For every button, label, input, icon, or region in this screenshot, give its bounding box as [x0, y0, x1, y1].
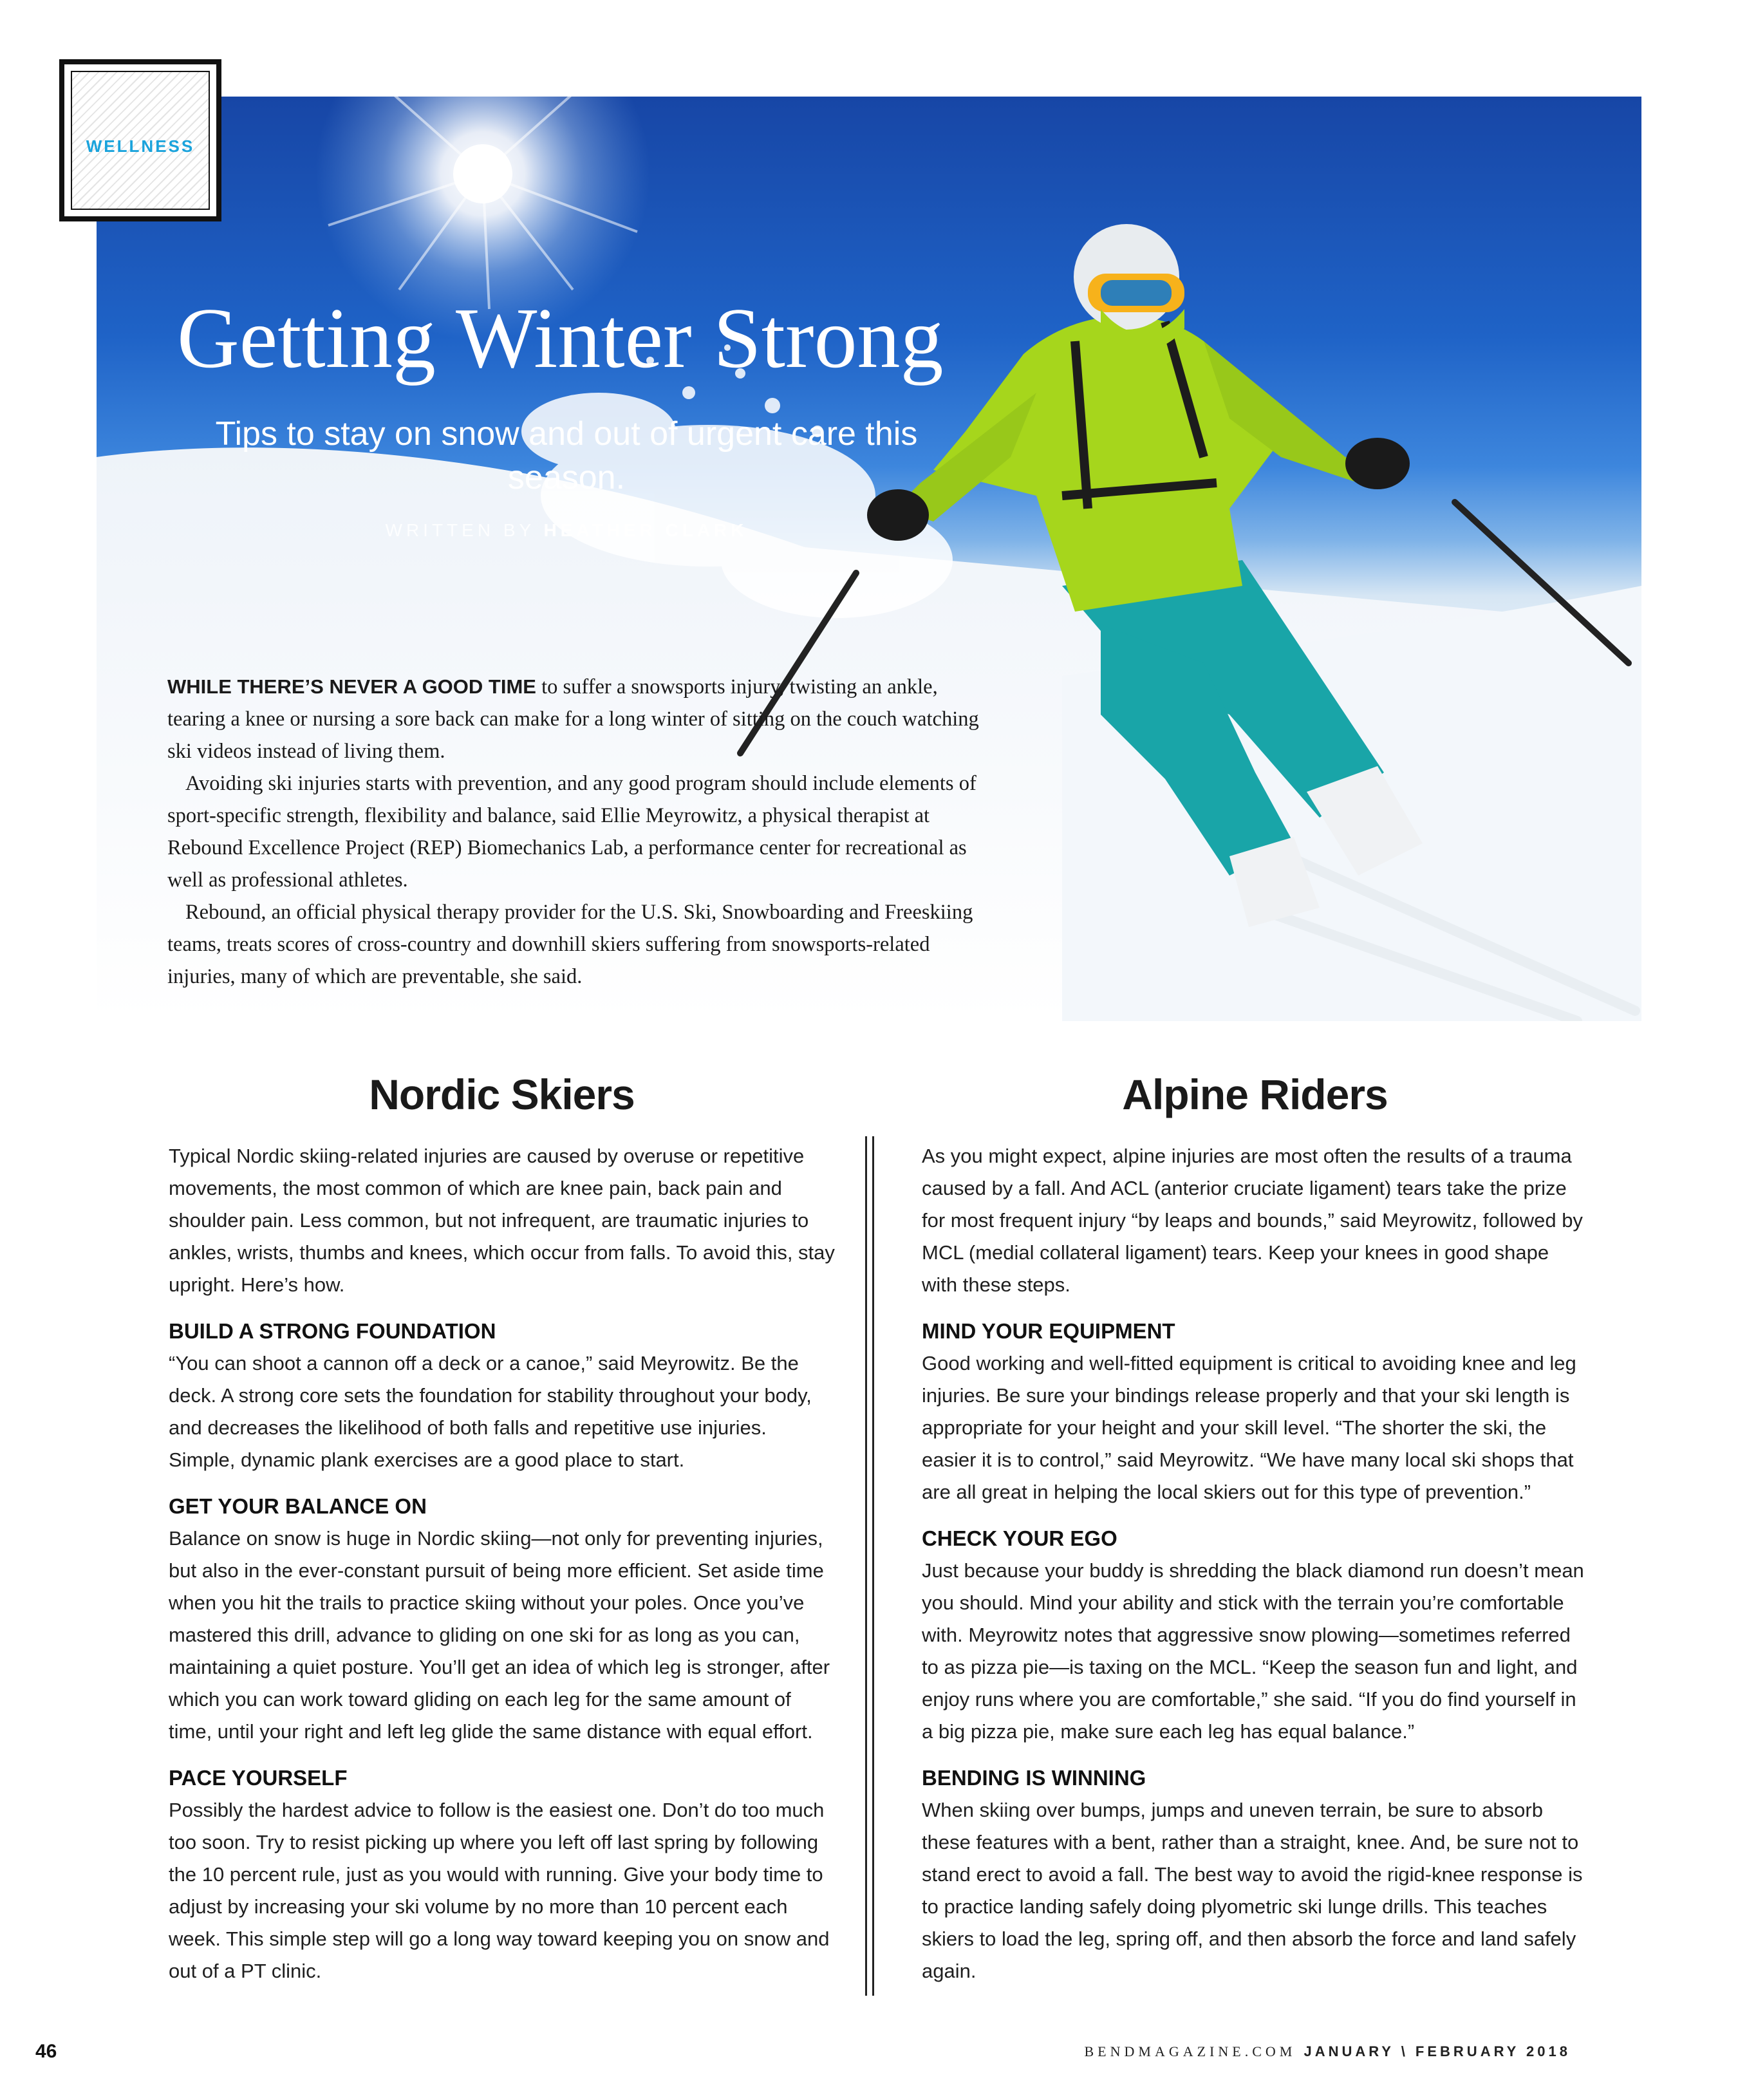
nordic-subhead-2: GET YOUR BALANCE ON [169, 1494, 427, 1518]
alpine-subhead-3: BENDING IS WINNING [922, 1766, 1146, 1790]
page-footer [1085, 2043, 1571, 2060]
nordic-body-2: Balance on snow is huge in Nordic skiing—not only for preventing injuries, but also in the ever-constant pursuit of being more efficient. Set aside time when you hit the trails to practice skiing without your poles. Once you’ve mastered this drill, advance to gliding on one ski for as long as you can, maintaining a quiet posture. You’ll get an idea of which leg is stronger, after which you can work toward gliding on each leg for the same amount of time, until your right and left leg glide the same distance with equal effort. [169, 1527, 830, 1743]
footer-issue: JANUARY \ FEBRUARY 2018 [1304, 2043, 1571, 2059]
column-divider [865, 1136, 874, 1996]
alpine-body-1: Good working and well-fitted equipment is critical to avoiding knee and leg injuries. Be sure your bindings release properly and that your ski length is appropriate for your height and your skill level. “The shorter the ski, the easier it is to control,” said Meyrowitz. “We have many local ski shops that are all great in helping the local skiers out for this type of prevention.” [922, 1352, 1576, 1503]
intro-paragraph-2: Avoiding ski injuries starts with prevention, and any good program should include elements of sport-specific strength, flexibility and balance, said Ellie Meyrowitz, a physical therapist at Rebound Excellence Project (REP) Biomechanics Lab, a performance center for recreational as well as professional athletes. [167, 772, 976, 892]
alpine-subhead-2: CHECK YOUR EGO [922, 1526, 1117, 1550]
intro-lead: WHILE THERE’S NEVER A GOOD TIME [167, 675, 536, 698]
nordic-intro: Typical Nordic skiing-related injuries are caused by overuse or repetitive movements, the most common of which are knee pain, back pain and shoulder pain. Less common, but not infrequent, are traumatic injuries to ankles, wrists, thumbs and knees, which occur from falls. To avoid this, stay upright. Here’s how. [169, 1145, 835, 1296]
intro-paragraph-1 [167, 671, 991, 767]
byline-prefix: WRITTEN BY [385, 520, 535, 540]
byline-author: HEATHER CLARK [543, 520, 748, 540]
alpine-intro: As you might expect, alpine injuries are most often the results of a trauma caused by a fall. And ACL (anterior cruciate ligament) tears take the prize for most frequent injury “by leaps and bounds,” said Meyrowitz, followed by MCL (medial collateral ligament) tears. Keep your knees in good shape with these steps. [922, 1145, 1583, 1296]
nordic-body-3: Possibly the hardest advice to follow is the easiest one. Don’t do too much too soon. Try to resist picking up where you left off last spring by following the 10 percent rule, just as you would with running. Give your body time to adjust by increasing your ski volume by no more than 10 percent each week. This simple step will go a long way toward keeping you on snow and out of a PT clinic. [169, 1799, 830, 1982]
alpine-heading: Alpine Riders [1122, 1071, 1388, 1118]
alpine-subhead-1: MIND YOUR EQUIPMENT [922, 1319, 1175, 1343]
section-tag [59, 59, 221, 221]
nordic-column [169, 1065, 835, 1987]
sun [453, 144, 512, 203]
nordic-subhead-3: PACE YOURSELF [169, 1766, 348, 1790]
article-subtitle: Tips to stay on snow and out of urgent care this season. [215, 415, 918, 496]
byline [212, 520, 920, 541]
alpine-column [922, 1065, 1588, 1987]
nordic-subhead-1: BUILD A STRONG FOUNDATION [169, 1319, 496, 1343]
intro-text [167, 671, 991, 993]
nordic-body-1: “You can shoot a cannon off a deck or a canoe,” said Meyrowitz. Be the deck. A strong core sets the foundation for stability throughout your body, and decreases the likelihood of both falls and repetitive use injuries. Simple, dynamic plank exercises are a good place to start. [169, 1352, 812, 1471]
goggle-lens [1101, 280, 1172, 306]
page-number: 46 [35, 2041, 57, 2062]
article-title: Getting Winter Strong [177, 290, 944, 386]
intro-p1-rest: to suffer a snowsports injury, twisting an ankle, tearing a knee or nursing a sore back can make for a long winter of sitting on the couch watching ski videos instead of living them. [167, 675, 979, 763]
section-tag-label: WELLNESS [86, 136, 195, 156]
alpine-body-3: When skiing over bumps, jumps and uneven terrain, be sure to absorb these features with a bent, rather than a straight, knee. And, be sure not to stand erect to avoid a fall. The best way to avoid the rigid-knee response is to practice landing safely doing plyometric ski lunge drills. This teaches skiers to load the leg, spring off, and then absorb the force and land safely again. [922, 1799, 1583, 1982]
alpine-body-2: Just because your buddy is shredding the black diamond run doesn’t mean you should. Mind your ability and stick with the terrain you’re comfortable with. Meyrowitz notes that aggressive snow plowing—sometimes referred to as pizza pie—is taxing on the MCL. “Keep the season fun and light, and enjoy runs where you are comfortable,” she said. “If you do find yourself in a big pizza pie, make sure each leg has equal balance.” [922, 1559, 1584, 1743]
intro-paragraph-3: Rebound, an official physical therapy provider for the U.S. Ski, Snowboarding and Freeskiing teams, treats scores of cross-country and downhill skiers suffering from snowsports-related injuries, many of which are preventable, she said. [167, 901, 973, 988]
footer-site: BENDMAGAZINE.COM [1084, 2043, 1296, 2059]
nordic-heading: Nordic Skiers [369, 1071, 635, 1118]
